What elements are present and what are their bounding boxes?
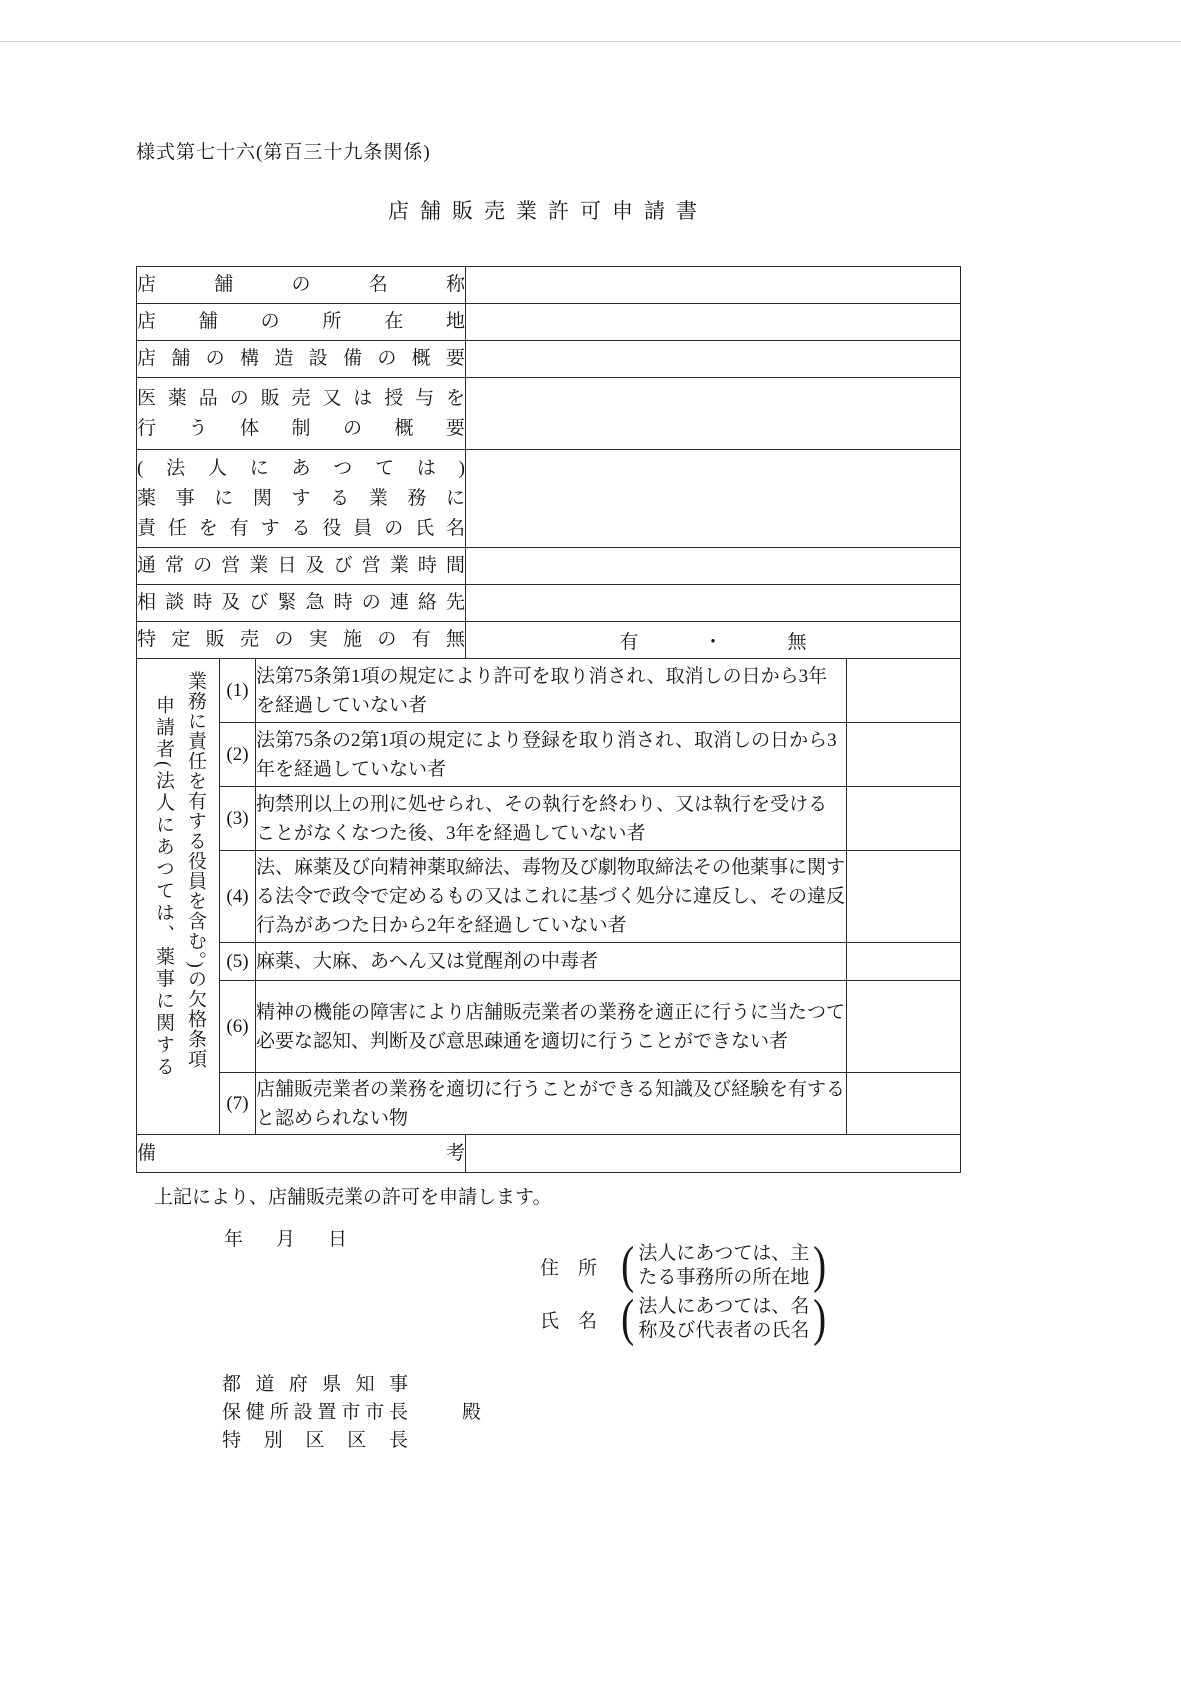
date-year-label: 年 (224, 1229, 244, 1250)
sales-system-value-cell (466, 378, 961, 450)
table-row (137, 659, 961, 723)
remarks-value-cell (466, 1135, 961, 1173)
field-label-line: (法人にあつては) (137, 457, 466, 479)
structure-overview-value-cell (466, 341, 961, 378)
field-label-emergency-contact (137, 585, 466, 622)
addressee-block (222, 1368, 481, 1452)
disqualification-blank-cell (847, 943, 961, 981)
item-text: 麻薬、大麻、あへん又は覚醒剤の中毒者 (256, 943, 847, 981)
addressee-prefectural-governor: 都道府県知事 (222, 1373, 408, 1395)
address-note (636, 1242, 811, 1290)
item-text: 店舗販売業者の業務を適切に行うことができる知識及び経験を有すると認められない物 (256, 1073, 847, 1135)
item-number: (1) (220, 659, 256, 723)
disqualification-blank-cell (847, 723, 961, 787)
store-name-value-cell (466, 267, 961, 304)
item-number: (2) (220, 723, 256, 787)
addressee-line (222, 1424, 481, 1452)
addressee-ward-mayor: 特別区区長 (222, 1429, 408, 1451)
table-row (137, 787, 961, 851)
item-number: (4) (220, 851, 256, 943)
table-row (137, 622, 961, 659)
table-row (137, 548, 961, 585)
disqualification-blank-cell (847, 981, 961, 1073)
item-text: 法、麻薬及び向精神薬取締法、毒物及び劇物取締法その他薬事に関する法令で政令で定めるもの又はこれに基づく処分に違反し、その違反行為があつた日から2年を経過していない者 (256, 851, 847, 943)
page-title: 店舗販売業許可申請書 (388, 199, 708, 223)
date-month-label: 月 (276, 1229, 296, 1250)
table-row (137, 1073, 961, 1135)
honorific-tono: 殿 (462, 1401, 482, 1423)
store-location-value-cell (466, 304, 961, 341)
field-label-store-name (137, 267, 466, 304)
disqualification-blank-cell (847, 851, 961, 943)
remarks-label-cell (137, 1135, 466, 1173)
table-row (137, 981, 961, 1073)
field-label-line: 責任を有する役員の氏名 (137, 517, 466, 539)
specified-sales-options (466, 627, 960, 654)
application-form-table (136, 266, 961, 1173)
business-days-value-cell (466, 548, 961, 585)
table-row (137, 450, 961, 548)
field-label-line: 店舗の名称 (137, 274, 466, 295)
address-label: 住 所 (540, 1257, 598, 1279)
option-separator: ・ (703, 631, 723, 653)
officers-value-cell (466, 450, 961, 548)
field-label-store-location (137, 304, 466, 341)
addressee-city-mayor: 保健所設置市市長 (222, 1401, 408, 1423)
name-note-line: 称及び代表者の氏名 (638, 1320, 810, 1341)
field-label-line: 店舗の構造設備の概要 (137, 348, 466, 369)
field-label-responsible-officers (137, 450, 466, 548)
name-label: 氏 名 (540, 1310, 598, 1332)
contact-value-cell (466, 585, 961, 622)
open-paren: ( (621, 1237, 635, 1294)
table-row (137, 378, 961, 450)
disqualification-blank-cell (847, 659, 961, 723)
field-label-line: 医薬品の販売又は授与を (137, 387, 466, 409)
field-label-line: 行う体制の概要 (137, 417, 466, 439)
table-row (137, 341, 961, 378)
option-yes: 有 (619, 631, 639, 653)
table-row (137, 851, 961, 943)
disqualification-blank-cell (847, 787, 961, 851)
field-label-line: 相談時及び緊急時の連絡先 (137, 592, 466, 613)
side-label-second-column: 業務に責任を有する役員を含む。)の欠格条項 (185, 671, 206, 1069)
field-label-line: 特定販売の実施の有無 (137, 629, 466, 650)
table-row (137, 304, 961, 341)
option-no: 無 (787, 631, 807, 653)
field-label-structure-overview (137, 341, 466, 378)
table-row (137, 585, 961, 622)
form-number: 様式第七十六(第百三十九条関係) (136, 142, 431, 163)
field-label-specified-sales (137, 622, 466, 659)
table-row (137, 723, 961, 787)
date-day-label: 日 (328, 1229, 348, 1250)
item-text: 精神の機能の障害により店舗販売業者の業務を適正に行うに当たつて必要な認知、判断及び意思疎通を適切に行うことができない者 (256, 981, 847, 1073)
table-row (137, 1135, 961, 1173)
table-row (137, 943, 961, 981)
date-line (224, 1224, 347, 1251)
address-note-line: 法人にあつては、主 (638, 1243, 810, 1264)
item-number: (5) (220, 943, 256, 981)
item-text: 法第75条の2第1項の規定により登録を取り消され、取消しの日から3年を経過していない者 (256, 723, 847, 787)
item-text: 拘禁刑以上の刑に処せられ、その執行を終わり、又は執行を受けることがなくなつた後、3年を経過していない者 (256, 787, 847, 851)
table-row (137, 267, 961, 304)
name-note-line: 法人にあつては、名 (638, 1296, 810, 1317)
address-note-line: たる事務所の所在地 (638, 1267, 810, 1288)
name-row (540, 1290, 829, 1347)
item-text: 法第75条第1項の規定により許可を取り消され、取消しの日から3年を経過していない者 (256, 659, 847, 723)
item-number: (6) (220, 981, 256, 1073)
addressee-line (222, 1396, 481, 1424)
field-label-line: 通常の営業日及び営業時間 (137, 555, 466, 576)
declaration-text: 上記により、店舗販売業の許可を申請します。 (154, 1187, 552, 1208)
field-label-sales-system (137, 378, 466, 450)
open-paren: ( (621, 1290, 635, 1347)
field-label-line: 店舗の所在地 (137, 311, 466, 332)
addressee-line (222, 1368, 481, 1396)
disqualification-side-label (137, 659, 220, 1135)
item-number: (3) (220, 787, 256, 851)
specified-sales-options-cell (466, 622, 961, 659)
name-note (636, 1295, 811, 1343)
page-top-border (0, 41, 1181, 42)
field-label-line: 薬事に関する業務に (137, 487, 466, 509)
side-label-first-column: 申請者(法人にあつては、薬事に関する (153, 695, 174, 1079)
field-label-line: 備考 (137, 1142, 466, 1164)
close-paren: ) (813, 1290, 827, 1347)
field-label-business-days (137, 548, 466, 585)
address-row (540, 1237, 829, 1294)
item-number: (7) (220, 1073, 256, 1135)
close-paren: ) (813, 1237, 827, 1294)
disqualification-blank-cell (847, 1073, 961, 1135)
